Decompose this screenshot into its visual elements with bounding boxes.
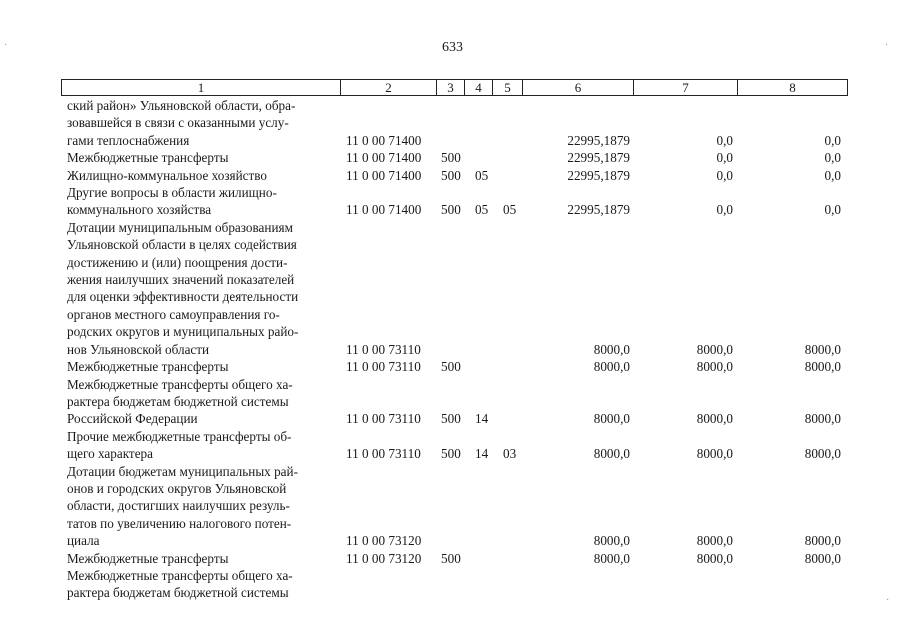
- target-article-code: 11 0 00 73120: [346, 533, 422, 549]
- row-name-line: Другие вопросы в области жилищно-: [67, 185, 277, 201]
- amount-col-7: 0,0: [716, 132, 733, 148]
- amount-col-6: 8000,0: [593, 411, 630, 427]
- row-name-line: ский район» Ульяновской области, обра-: [67, 98, 296, 113]
- table-row: [61, 358, 847, 375]
- row-name-line: достижению и (или) поощрения дости-: [67, 254, 288, 270]
- amount-col-7: 8000,0: [696, 446, 733, 462]
- row-name: [61, 167, 343, 184]
- amount-col-8: 8000,0: [804, 446, 841, 462]
- column-header-2: 2: [341, 80, 437, 96]
- expense-type-code: 500: [441, 150, 461, 166]
- table-row: [61, 219, 847, 358]
- expense-type-code: 500: [441, 202, 461, 218]
- row-name-line: нов Ульяновской области: [67, 341, 210, 357]
- row-name-line: родских округов и муниципальных райо-: [67, 324, 299, 340]
- amount-col-8: 0,0: [824, 167, 841, 183]
- row-name-line: Межбюджетные трансферты: [67, 150, 229, 166]
- row-name: [61, 463, 343, 550]
- amount-col-7: 8000,0: [696, 411, 733, 427]
- row-name-line: рактера бюджетам бюджетной системы: [67, 393, 289, 409]
- amount-col-7: 8000,0: [696, 341, 733, 357]
- row-name-line: гами теплоснабжения: [67, 132, 190, 148]
- target-article-code: 11 0 00 71400: [346, 150, 422, 166]
- amount-col-6: 8000,0: [593, 341, 630, 357]
- amount-col-6: 8000,0: [593, 550, 630, 566]
- target-article-code: 11 0 00 73120: [346, 550, 422, 566]
- amount-col-6: 22995,1879: [567, 202, 630, 218]
- target-article-code: 11 0 00 71400: [346, 202, 422, 218]
- target-article-code: 11 0 00 73110: [346, 341, 421, 357]
- table-row: [61, 184, 847, 219]
- row-name-line: рактера бюджетам бюджетной системы: [67, 585, 289, 601]
- scan-dot: ·: [4, 40, 8, 51]
- expense-type-code: 500: [441, 167, 461, 183]
- table-row: [61, 97, 847, 149]
- section-code: 14: [475, 411, 489, 427]
- row-name: [61, 358, 343, 375]
- row-name: [61, 567, 343, 602]
- row-name-line: жения наилучших значений показателей: [67, 272, 295, 288]
- amount-col-8: 0,0: [824, 132, 841, 148]
- amount-col-6: 8000,0: [593, 359, 630, 375]
- column-header-6: 6: [523, 80, 634, 96]
- section-code: 05: [475, 167, 489, 183]
- amount-col-7: 8000,0: [696, 550, 733, 566]
- scan-dot: ·: [886, 595, 890, 606]
- expense-type-code: 500: [441, 411, 461, 427]
- row-name-line: Межбюджетные трансферты общего ха-: [67, 567, 293, 583]
- row-name-line: области, достигших наилучших резуль-: [67, 498, 290, 514]
- table-row: [61, 167, 847, 184]
- row-name-line: Жилищно-коммунальное хозяйство: [67, 167, 268, 183]
- row-name: [61, 149, 343, 166]
- amount-col-6: 8000,0: [593, 533, 630, 549]
- row-name: [61, 184, 343, 219]
- amount-col-7: 8000,0: [696, 359, 733, 375]
- expense-type-code: 500: [441, 550, 461, 566]
- row-name-line: татов по увеличению налогового потен-: [67, 515, 292, 531]
- amount-col-7: 0,0: [716, 150, 733, 166]
- subsection-code: 05: [503, 202, 517, 218]
- section-code: 14: [475, 446, 489, 462]
- row-name: [61, 376, 343, 428]
- column-header-1: 1: [62, 80, 341, 96]
- subsection-code: 03: [503, 446, 517, 462]
- budget-table-body: [61, 97, 847, 602]
- row-name: [61, 550, 343, 567]
- row-name: [61, 97, 343, 149]
- amount-col-7: 0,0: [716, 167, 733, 183]
- table-row: [61, 376, 847, 428]
- row-name-line: Межбюджетные трансферты общего ха-: [67, 376, 293, 392]
- amount-col-8: 8000,0: [804, 359, 841, 375]
- row-name-line: коммунального хозяйства: [67, 202, 212, 218]
- section-code: 05: [475, 202, 489, 218]
- row-name-line: Российской Федерации: [67, 411, 198, 427]
- target-article-code: 11 0 00 71400: [346, 167, 422, 183]
- column-header-row: [62, 80, 848, 96]
- column-header-4: 4: [465, 80, 493, 96]
- table-row: [61, 149, 847, 166]
- column-header-3: 3: [437, 80, 465, 96]
- amount-col-7: 8000,0: [696, 533, 733, 549]
- amount-col-6: 22995,1879: [567, 167, 630, 183]
- row-name-line: органов местного самоуправления го-: [67, 306, 280, 322]
- scan-dot: ·: [885, 40, 889, 51]
- target-article-code: 11 0 00 73110: [346, 411, 421, 427]
- column-header-8: 8: [738, 80, 848, 96]
- table-row: [61, 567, 847, 602]
- page-number: 633: [442, 40, 463, 55]
- amount-col-6: 22995,1879: [567, 132, 630, 148]
- column-header-table: [61, 79, 848, 96]
- expense-type-code: 500: [441, 359, 461, 375]
- table-row: [61, 428, 847, 463]
- row-name-line: циала: [67, 533, 100, 549]
- row-name-line: онов и городских округов Ульяновской: [67, 480, 287, 496]
- amount-col-8: 8000,0: [804, 550, 841, 566]
- table-row: [61, 463, 847, 550]
- row-name-line: Дотации бюджетам муниципальных рай-: [67, 463, 298, 479]
- target-article-code: 11 0 00 73110: [346, 446, 421, 462]
- amount-col-8: 0,0: [824, 150, 841, 166]
- row-name-line: Дотации муниципальным образованиям: [67, 219, 293, 235]
- amount-col-7: 0,0: [716, 202, 733, 218]
- expense-type-code: 500: [441, 446, 461, 462]
- target-article-code: 11 0 00 71400: [346, 132, 422, 148]
- target-article-code: 11 0 00 73110: [346, 359, 421, 375]
- amount-col-6: 8000,0: [593, 446, 630, 462]
- row-name-line: Прочие межбюджетные трансферты об-: [67, 428, 292, 444]
- row-name-line: Межбюджетные трансферты: [67, 550, 229, 566]
- row-name-line: Ульяновской области в целях содействия: [67, 237, 297, 253]
- column-header-7: 7: [634, 80, 738, 96]
- column-header-5: 5: [493, 80, 523, 96]
- amount-col-8: 0,0: [824, 202, 841, 218]
- row-name: [61, 428, 343, 463]
- row-name-line: Межбюджетные трансферты: [67, 359, 229, 375]
- amount-col-8: 8000,0: [804, 411, 841, 427]
- row-name: [61, 219, 343, 358]
- amount-col-8: 8000,0: [804, 341, 841, 357]
- row-name-line: щего характера: [67, 446, 153, 462]
- amount-col-8: 8000,0: [804, 533, 841, 549]
- amount-col-6: 22995,1879: [567, 150, 630, 166]
- table-row: [61, 550, 847, 567]
- row-name-line: зовавшейся в связи с оказанными услу-: [67, 115, 289, 131]
- row-name-line: для оценки эффективности деятельности: [67, 289, 299, 305]
